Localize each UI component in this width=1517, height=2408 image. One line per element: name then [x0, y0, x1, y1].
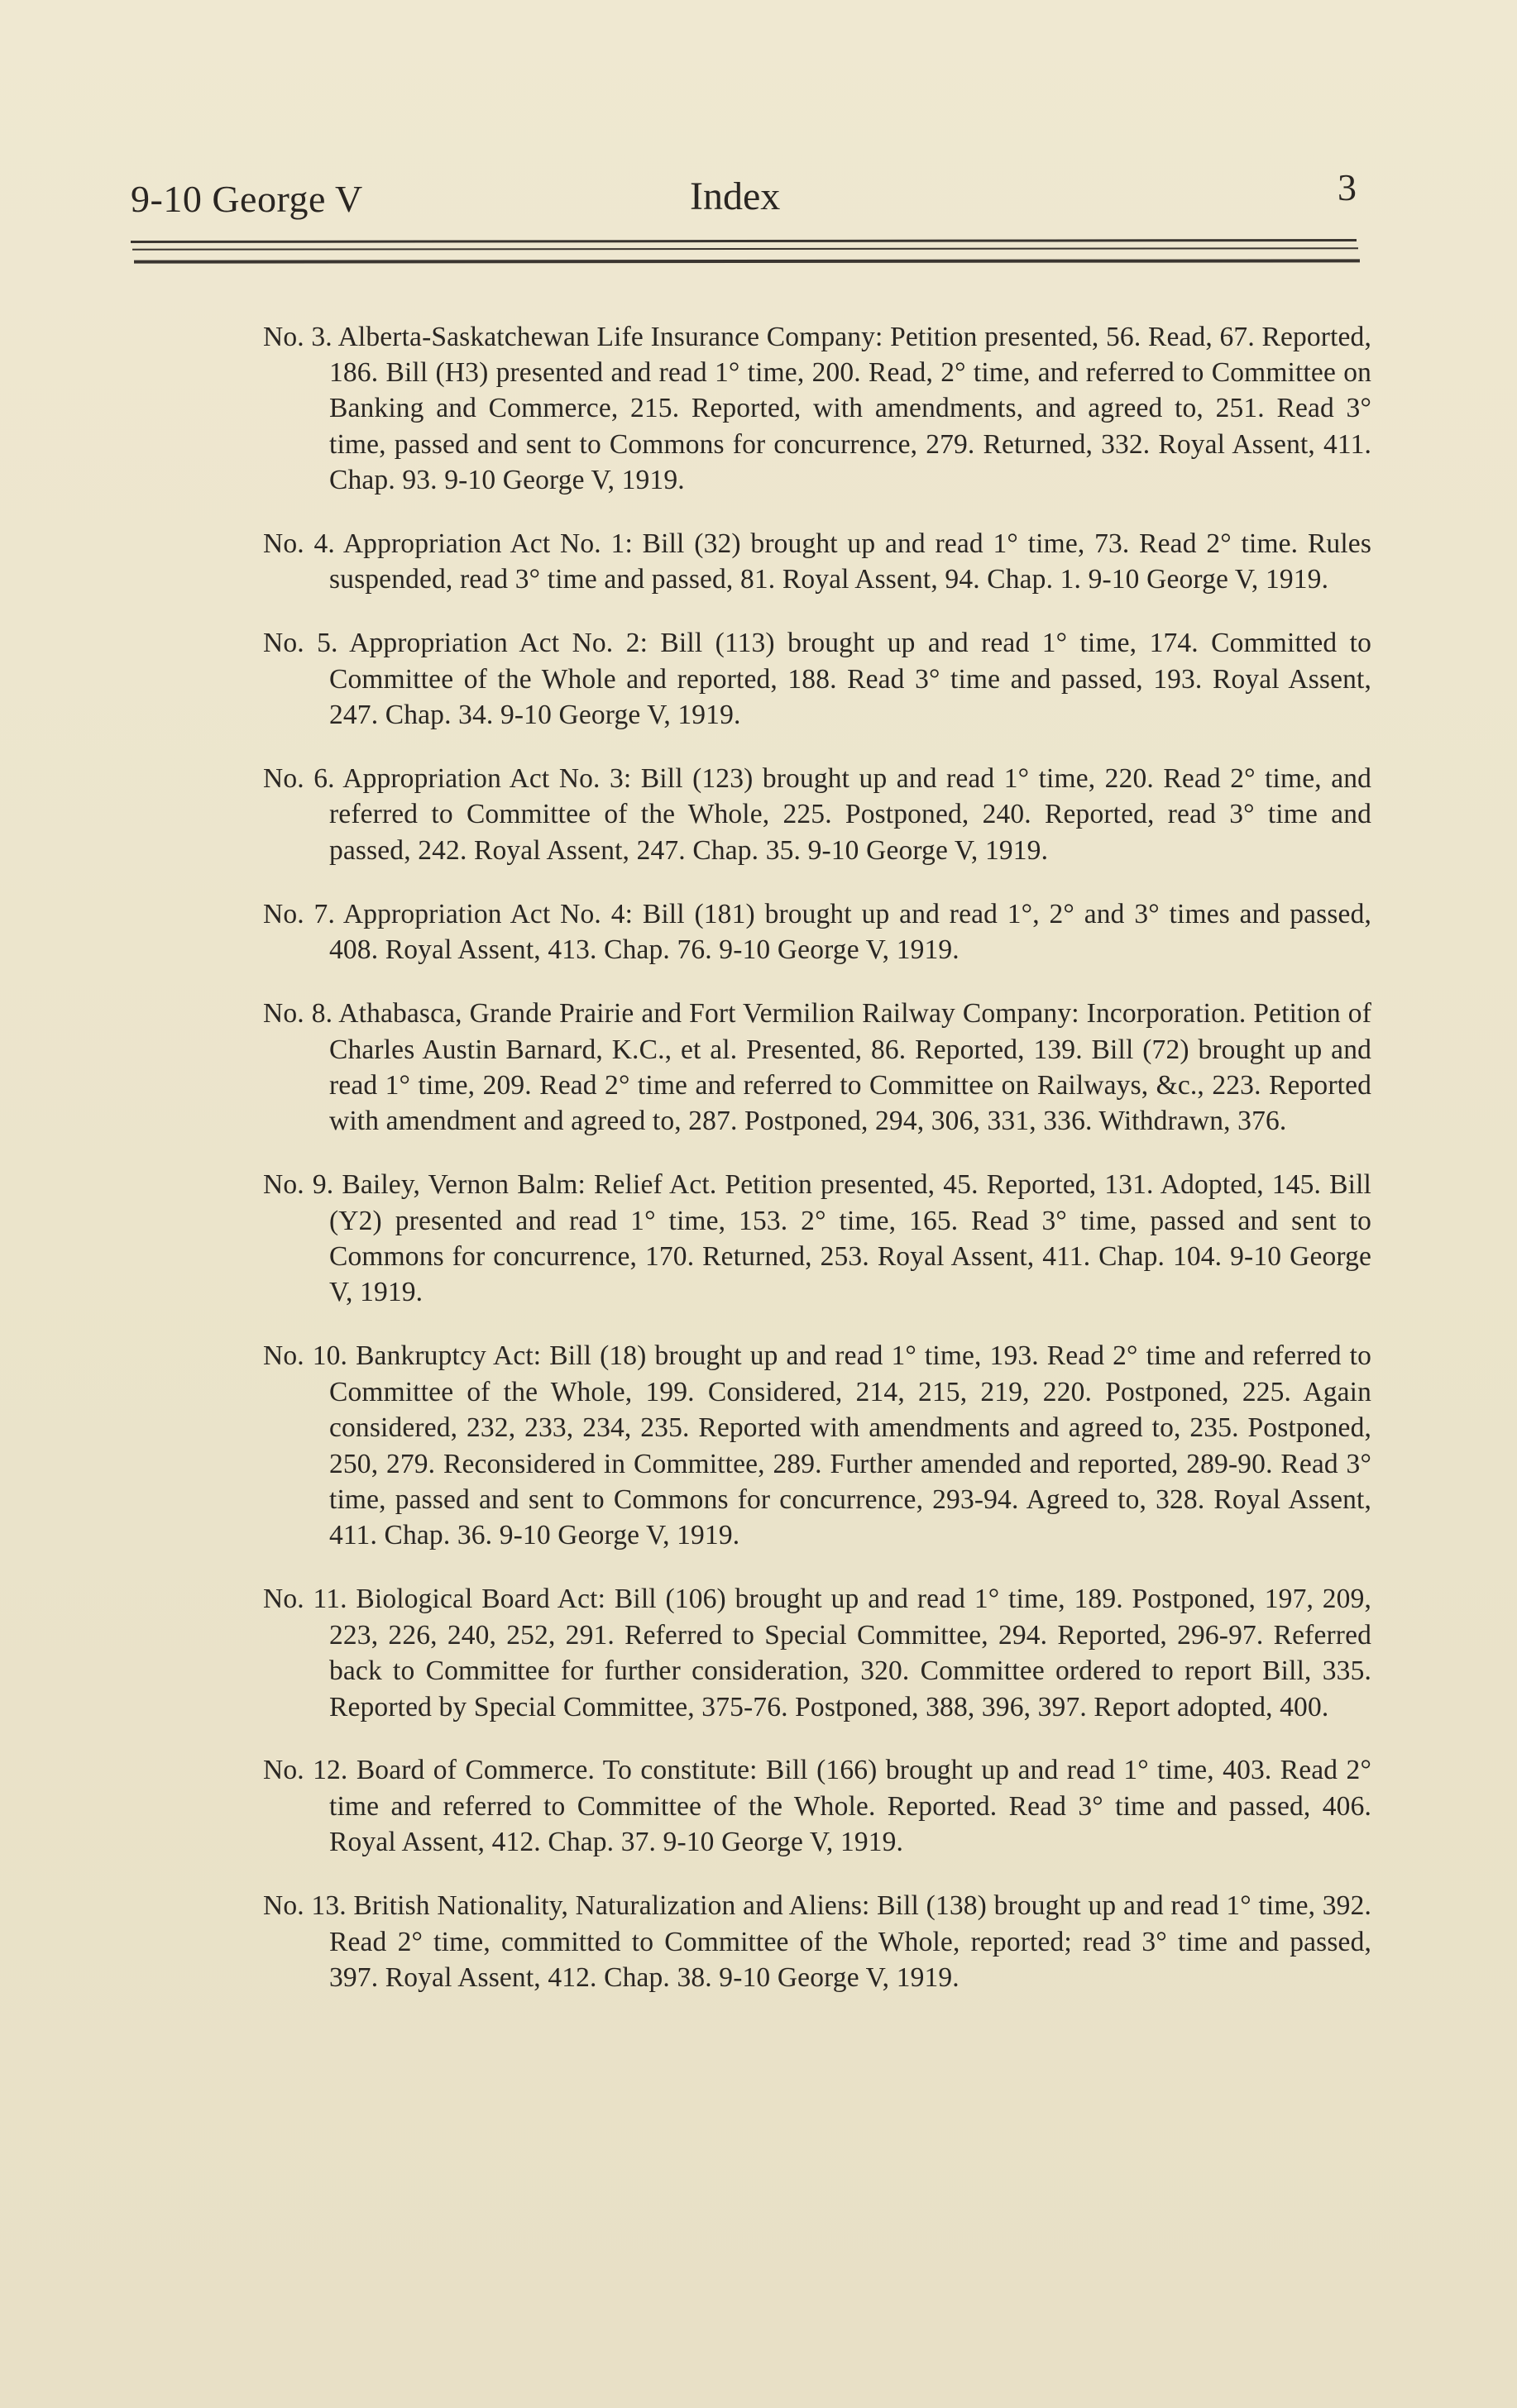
- index-entry-3: [263, 319, 1371, 499]
- entry-number: No. 6.: [263, 763, 335, 795]
- entry-number: No. 13.: [263, 1890, 347, 1922]
- index-entry-8: [263, 996, 1371, 1140]
- index-entries: [263, 291, 1371, 2012]
- entry-number: No. 3.: [263, 321, 333, 352]
- entry-text: Biological Board Act: Bill (106) brought up and read 1° time, 189. Postponed, 197, 209, 223, 226, 240, 252, 291. Referred to Special Committee, 294. Reported, 296-97. Referred back to Committee for further consideration, 320. Committee ordered to report Bill, 335. Reported by Special Committee, 375-76. Postponed, 388, 396, 397. Report adopted, 400.: [329, 1584, 1371, 1722]
- index-entry-4: [263, 526, 1371, 598]
- entry-number: No. 5.: [263, 628, 338, 659]
- header-rule-thin-2: [132, 247, 1358, 251]
- entry-number: No. 8.: [263, 998, 333, 1030]
- entry-text: Board of Commerce. To constitute: Bill (166) brought up and read 1° time, 403. Read 2° time and referred to Committee of the Whole. Reported. Read 3° time and passed, 406. Royal Assent, 412. Chap. 37. 9-10 George V, 1919.: [329, 1755, 1371, 1858]
- entry-text: Alberta-Saskatchewan Life Insurance Company: Petition presented, 56. Read, 67. Reported, 186. Bill (H3) presented and read 1° time, 200. Read, 2° time, and referred to Committee on Banking and Commerce, 215. Reported, with amendments, and agreed to, 251. Read 3° time, passed and sent to Commons for concurrence, 279. Returned, 332. Royal Assent, 411. Chap. 93. 9-10 George V, 1919.: [329, 321, 1371, 496]
- page-number: 3: [1338, 166, 1357, 208]
- entry-number: No. 9.: [263, 1169, 334, 1201]
- running-head-session: 9-10 George V: [131, 178, 363, 220]
- index-entry-10: [263, 1338, 1371, 1553]
- entry-number: No. 4.: [263, 528, 335, 560]
- index-entry-13: [263, 1888, 1371, 1995]
- header-rule-thick: [134, 259, 1360, 263]
- entry-text: Appropriation Act No. 3: Bill (123) brought up and read 1° time, 220. Read 2° time, and referred to Committee of the Whole, 225. Postponed, 240. Reported, read 3° time and passed, 242. Royal Assent, 247. Chap. 35. 9-10 George V, 1919.: [329, 763, 1372, 866]
- header-rule-thin: [131, 239, 1357, 243]
- entry-text: Athabasca, Grande Prairie and Fort Vermilion Railway Company: Incorporation. Petition of Charles Austin Barnard, K.C., et al. Presented, 86. Reported, 139. Bill (72) brought up and read 1° time, 209. Read 2° time and referred to Committee on Railways, &c., 223. Reported with amendment and agreed to, 287. Postponed, 294, 306, 331, 336. Withdrawn, 376.: [329, 998, 1372, 1137]
- index-entry-11: [263, 1581, 1371, 1725]
- index-entry-9: [263, 1167, 1371, 1311]
- entry-number: No. 12.: [263, 1755, 348, 1786]
- page-header: [131, 165, 1363, 223]
- entry-text: British Nationality, Naturalization and Aliens: Bill (138) brought up and read 1° time, 392. Read 2° time, committed to Committee of the Whole, reported; read 3° time and passed, 397. Royal Assent, 412. Chap. 38. 9-10 George V, 1919.: [329, 1890, 1371, 1993]
- running-head-title: Index: [690, 174, 781, 218]
- index-entry-12: [263, 1752, 1371, 1860]
- entry-text: Bailey, Vernon Balm: Relief Act. Petition presented, 45. Reported, 131. Adopted, 145. Bill (Y2) presented and read 1° time, 153. 2° time, 165. Read 3° time, passed and sent to Commons for concurrence, 170. Returned, 253. Royal Assent, 411. Chap. 104. 9-10 George V, 1919.: [329, 1169, 1371, 1308]
- entry-text: Appropriation Act No. 4: Bill (181) brought up and read 1°, 2° and 3° times and passed, 408. Royal Assent, 413. Chap. 76. 9-10 George V, 1919.: [329, 898, 1371, 966]
- entry-text: Bankruptcy Act: Bill (18) brought up and read 1° time, 193. Read 2° time and referred to Committee of the Whole, 199. Considered, 214, 215, 219, 220. Postponed, 225. Again considered, 232, 233, 234, 235. Reported with amendments and agreed to, 235. Postponed, 250, 279. Reconsidered in Committee, 289. Further amended and reported, 289-90. Read 3° time, passed and sent to Commons for concurrence, 293-94. Agreed to, 328. Royal Assent, 411. Chap. 36. 9-10 George V, 1919.: [329, 1340, 1371, 1551]
- entry-number: No. 7.: [263, 898, 335, 929]
- entry-number: No. 10.: [263, 1340, 348, 1372]
- index-entry-7: [263, 896, 1371, 968]
- entry-number: No. 11.: [263, 1584, 347, 1615]
- entry-text: Appropriation Act No. 1: Bill (32) brought up and read 1° time, 73. Read 2° time. Rules suspended, read 3° time and passed, 81. Royal Assent, 94. Chap. 1. 9-10 George V, 1919.: [329, 528, 1371, 595]
- index-entry-6: [263, 761, 1371, 868]
- entry-text: Appropriation Act No. 2: Bill (113) brought up and read 1° time, 174. Committed to Committee of the Whole and reported, 188. Read 3° time and passed, 193. Royal Assent, 247. Chap. 34. 9-10 George V, 1919.: [329, 628, 1372, 731]
- index-entry-5: [263, 625, 1371, 733]
